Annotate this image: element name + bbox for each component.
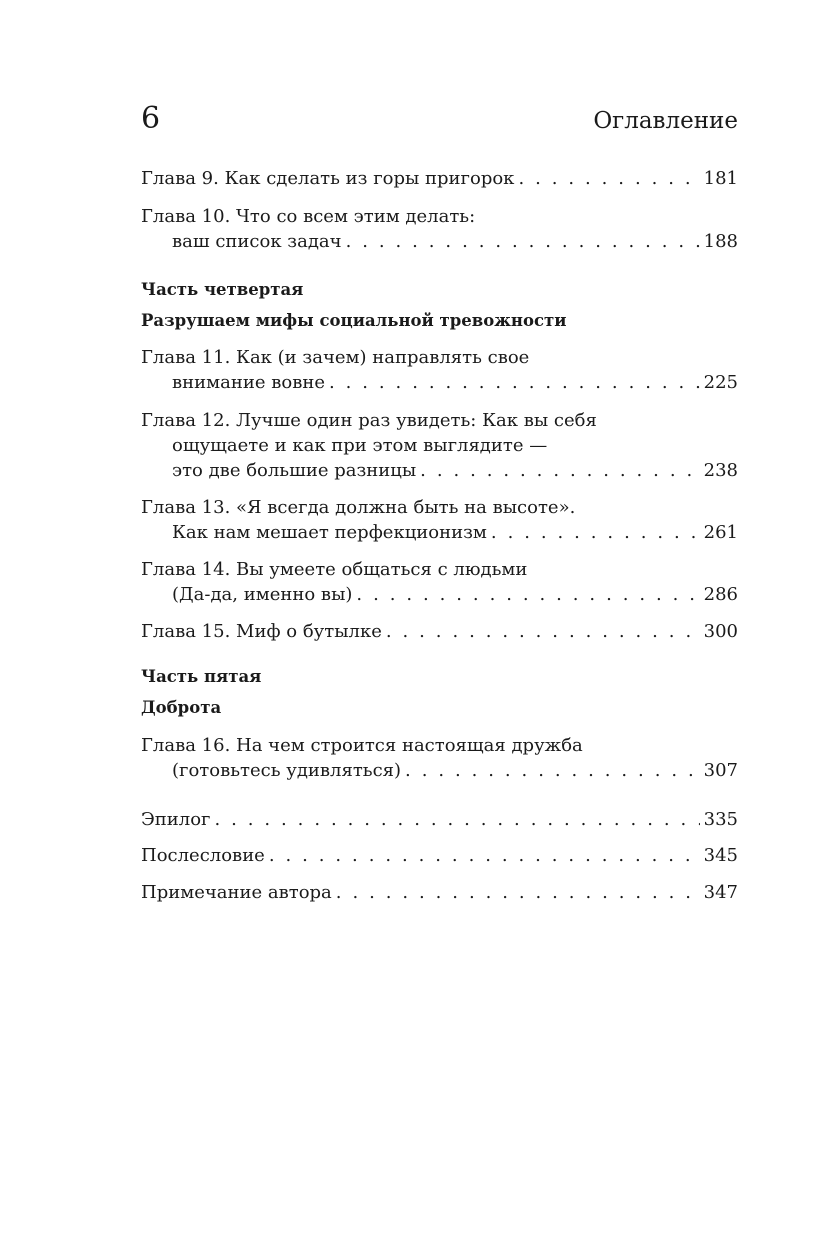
chapter-title-continued: Как нам мешает перфекционизм bbox=[172, 522, 487, 543]
toc-entry-chapter-15[interactable] bbox=[141, 619, 738, 644]
dot-leader bbox=[269, 843, 700, 868]
chapter-title: Глава 14. Вы умеете общаться с людьми bbox=[141, 559, 528, 580]
page-ref: 225 bbox=[703, 372, 738, 393]
page-ref: 345 bbox=[703, 845, 738, 866]
chapter-title-continued: (готовьтесь удивляться) bbox=[172, 760, 402, 781]
dot-leader bbox=[214, 807, 699, 832]
dot-leader bbox=[491, 520, 700, 545]
chapter-title: Глава 13. «Я всегда должна быть на высоте». bbox=[141, 497, 576, 518]
section-title: Примечание автора bbox=[141, 882, 332, 903]
chapter-title-continued: ваш список задач bbox=[172, 231, 342, 252]
running-title: Оглавление bbox=[593, 108, 738, 134]
toc-entry-afterword[interactable] bbox=[141, 843, 738, 868]
toc-entry-chapter-14[interactable] bbox=[141, 557, 738, 607]
page-ref: 188 bbox=[703, 231, 738, 252]
page-ref: 300 bbox=[703, 621, 738, 642]
dot-leader bbox=[346, 229, 700, 254]
chapter-title-continued: это две большие разницы bbox=[172, 460, 417, 481]
chapter-title: Глава 16. На чем строится настоящая дружба bbox=[141, 735, 583, 756]
page-ref: 261 bbox=[703, 522, 738, 543]
dot-leader bbox=[336, 880, 700, 905]
page-ref: 307 bbox=[703, 760, 738, 781]
dot-leader bbox=[518, 166, 699, 191]
dot-leader bbox=[386, 619, 700, 644]
section-title: Послесловие bbox=[141, 845, 265, 866]
page-ref: 238 bbox=[703, 460, 738, 481]
table-of-contents bbox=[141, 166, 738, 905]
part-title: Доброта bbox=[141, 698, 222, 717]
page-ref: 286 bbox=[703, 584, 738, 605]
part-label: Часть пятая bbox=[141, 667, 262, 686]
toc-entry-chapter-9[interactable] bbox=[141, 166, 738, 191]
chapter-title-continued: ощущаете и как при этом выглядите — bbox=[172, 435, 548, 456]
chapter-title: Глава 9. Как сделать из горы пригорок bbox=[141, 168, 515, 189]
dot-leader bbox=[329, 370, 700, 395]
toc-entry-chapter-13[interactable] bbox=[141, 495, 738, 545]
chapter-title-continued: внимание вовне bbox=[172, 372, 325, 393]
page-ref: 347 bbox=[703, 882, 738, 903]
dot-leader bbox=[420, 458, 699, 483]
toc-entry-author-note[interactable] bbox=[141, 880, 738, 905]
toc-entry-chapter-12[interactable] bbox=[141, 408, 738, 483]
page-ref: 181 bbox=[703, 168, 738, 189]
dot-leader bbox=[405, 758, 700, 783]
part-label: Часть четвертая bbox=[141, 280, 304, 299]
part-title: Разрушаем мифы социальной тревожности bbox=[141, 311, 567, 330]
toc-entry-epilogue[interactable] bbox=[141, 807, 738, 832]
dot-leader bbox=[356, 582, 699, 607]
toc-entry-chapter-10[interactable] bbox=[141, 204, 738, 254]
section-title: Эпилог bbox=[141, 809, 211, 830]
chapter-title-continued: (Да-да, именно вы) bbox=[172, 584, 353, 605]
chapter-title: Глава 11. Как (и зачем) направлять свое bbox=[141, 347, 530, 368]
chapter-title: Глава 10. Что со всем этим делать: bbox=[141, 206, 476, 227]
chapter-title: Глава 15. Миф о бутылке bbox=[141, 621, 382, 642]
toc-entry-chapter-16[interactable] bbox=[141, 733, 738, 783]
toc-entry-chapter-11[interactable] bbox=[141, 345, 738, 395]
chapter-title: Глава 12. Лучше один раз увидеть: Как вы себя bbox=[141, 410, 597, 431]
page-number: 6 bbox=[141, 101, 161, 136]
page-ref: 335 bbox=[703, 809, 738, 830]
